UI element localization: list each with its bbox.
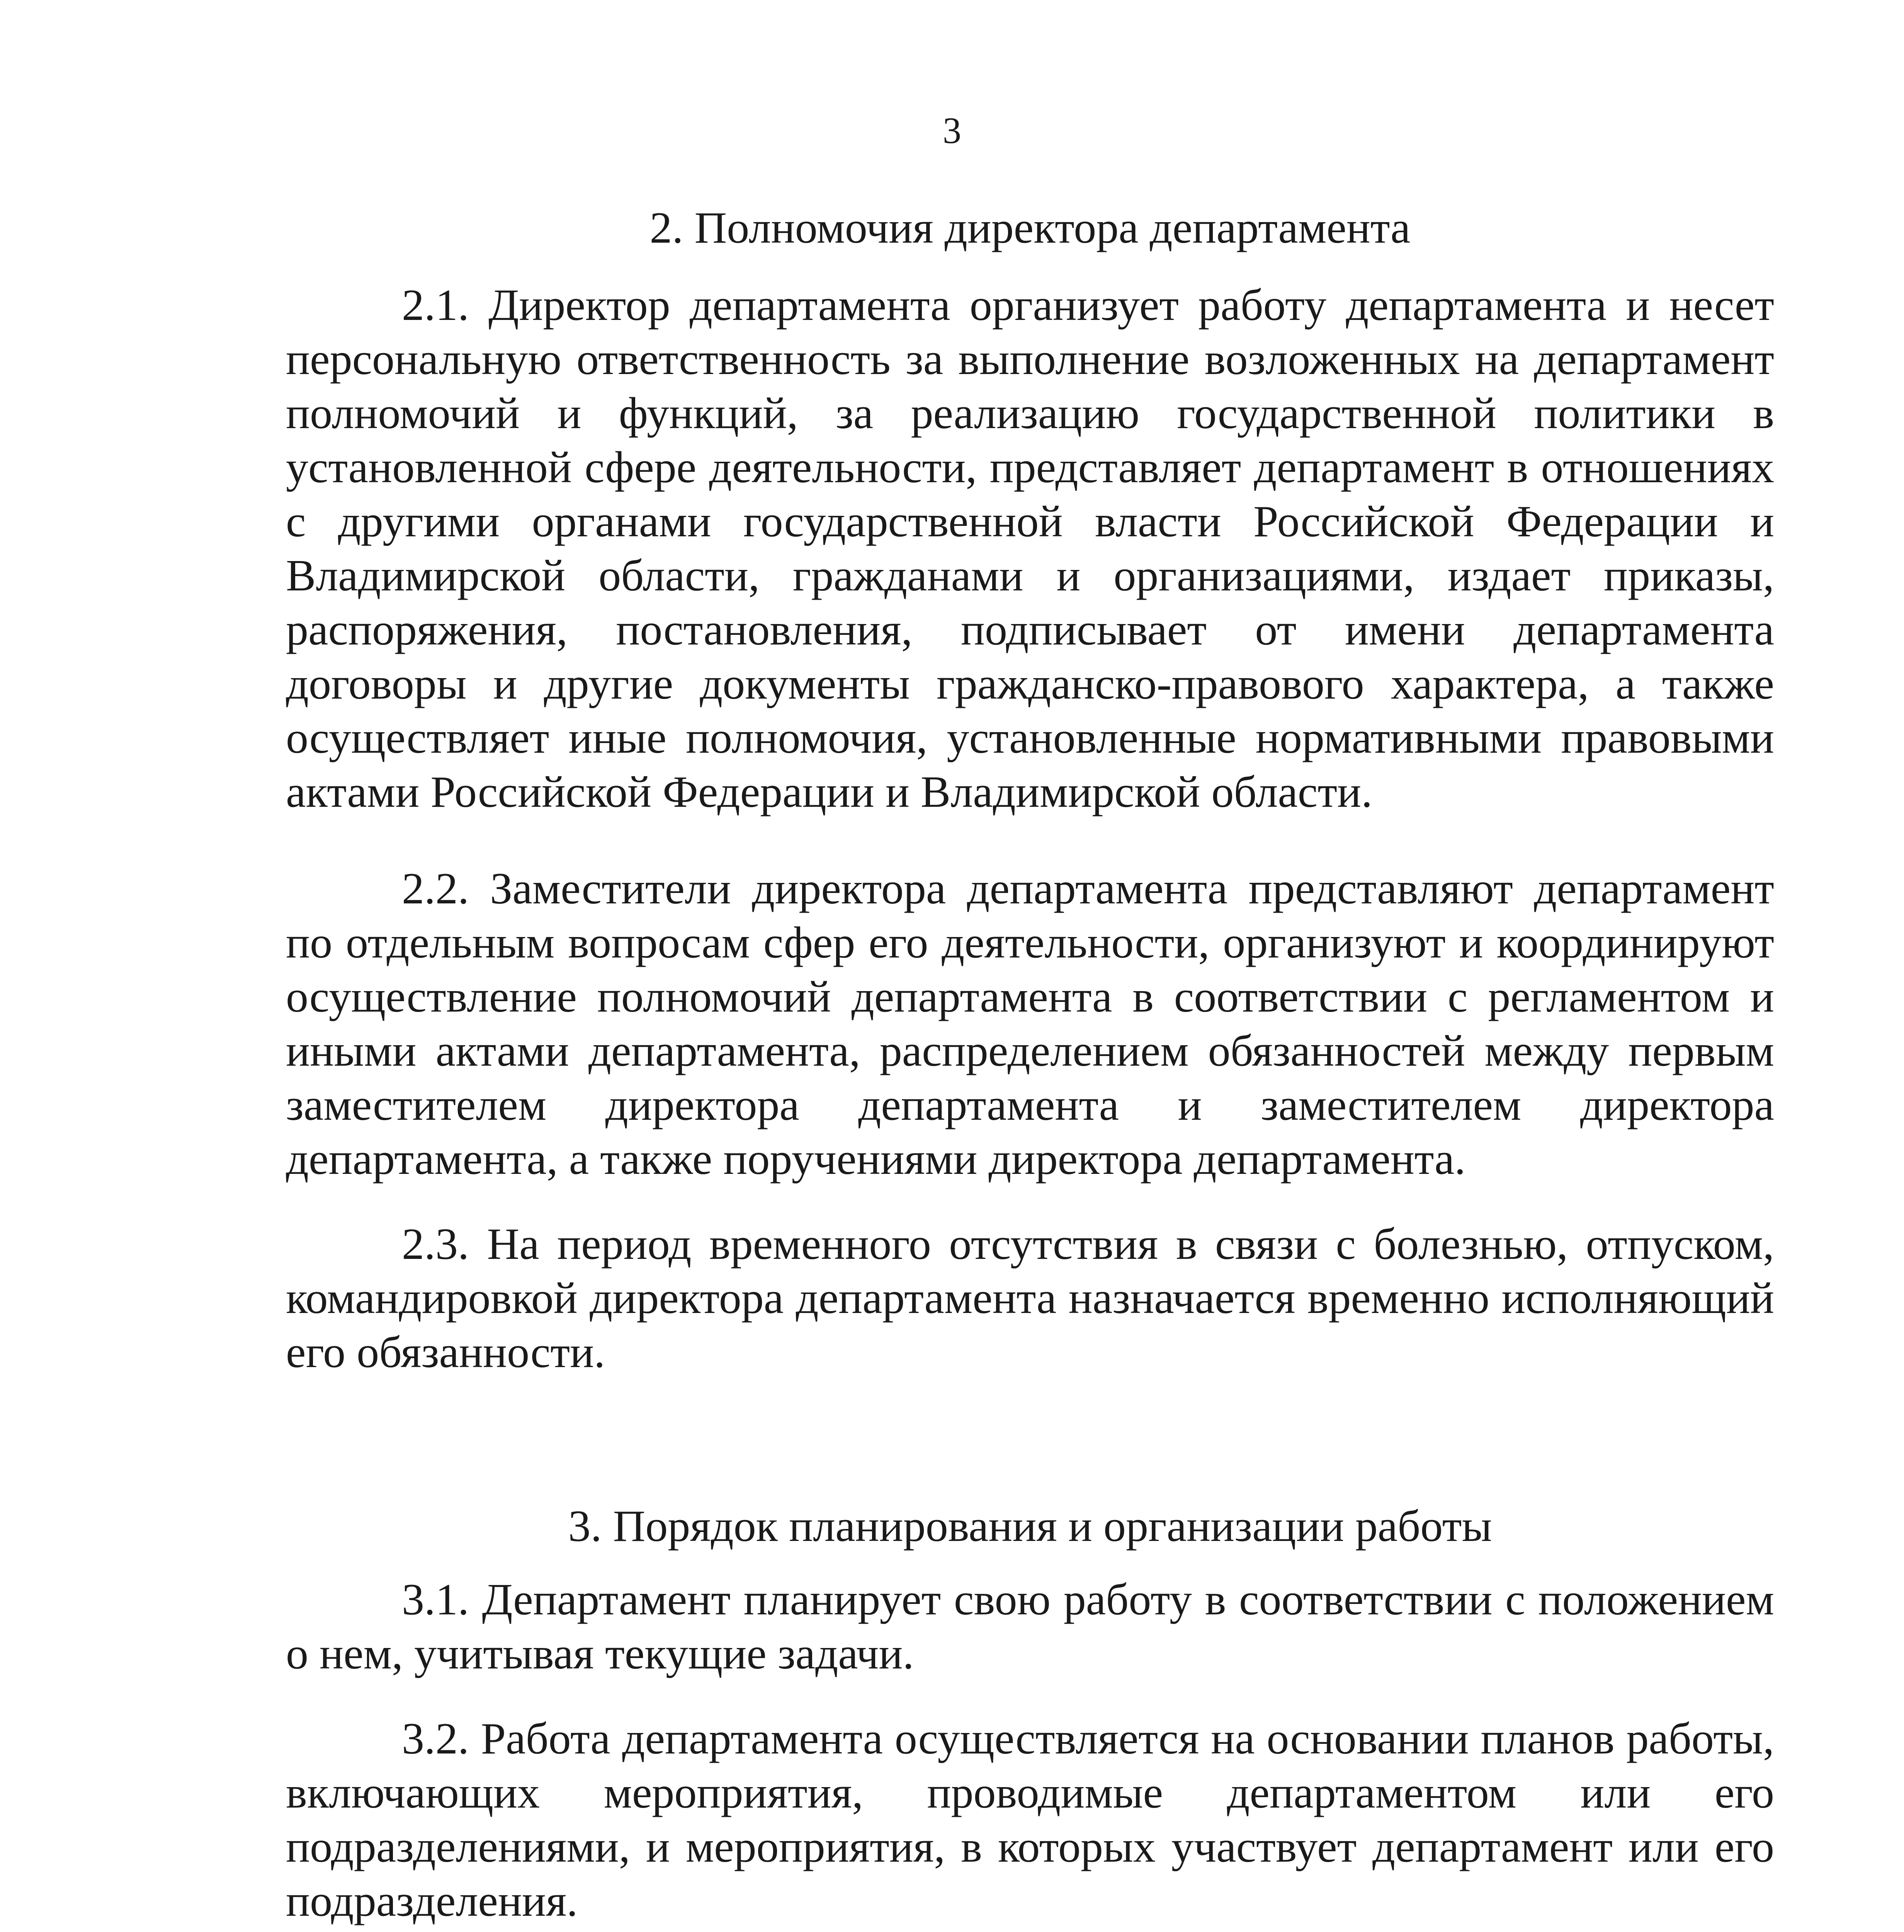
- section-2-heading-block: [286, 201, 1774, 255]
- paragraph-2-1-block: [286, 278, 1774, 819]
- paragraph-3-1-block: [286, 1573, 1774, 1681]
- paragraph-2-2-block: [286, 862, 1774, 1186]
- section-2-heading: 2. Полномочия директора департамента: [649, 203, 1411, 253]
- paragraph-3-1: 3.1. Департамент планирует свою работу в соответствии с положением о нем, учитывая текущие задачи.: [286, 1575, 1774, 1679]
- page-number: 3: [943, 110, 961, 151]
- paragraph-3-2-block: [286, 1712, 1774, 1928]
- paragraph-2-1: 2.1. Директор департамента организует работу департамента и несет персональную ответственность за выполнение возложенных на департамент полномочий и функций, за реализацию государственной политики в установленной сфере деятельности, представляет департамент в отношениях с другими органами государственной власти Российской Федерации и Владимирской области, гражданами и организациями, издает приказы, распоряжения, постановления, подписывает от имени департамента договоры и другие документы гражданско-правового характера, а также осуществляет иные полномочия, установленные нормативными правовыми актами Российской Федерации и Владимирской области.: [286, 281, 1774, 817]
- section-3-heading: 3. Порядок планирования и организации работы: [568, 1502, 1492, 1551]
- paragraph-3-2: 3.2. Работа департамента осуществляется на основании планов работы, включающих мероприятия, проводимые департаментом или его подразделениями, и мероприятия, в которых участвует департамент или его подразделения.: [286, 1714, 1774, 1926]
- section-3-heading-block: [286, 1499, 1774, 1553]
- paragraph-2-2: 2.2. Заместители директора департамента представляют департамент по отдельным вопросам сфер его деятельности, организуют и координируют осуществление полномочий департамента в соответствии с регламентом и иными актами департамента, распределением обязанностей между первым заместителем директора департамента и заместителем директора департамента, а также поручениями директора департамента.: [286, 864, 1774, 1184]
- paragraph-2-3-block: [286, 1217, 1774, 1379]
- paragraph-2-3: 2.3. На период временного отсутствия в связи с болезнью, отпуском, командировкой директора департамента назначается временно исполняющий его обязанности.: [286, 1219, 1774, 1377]
